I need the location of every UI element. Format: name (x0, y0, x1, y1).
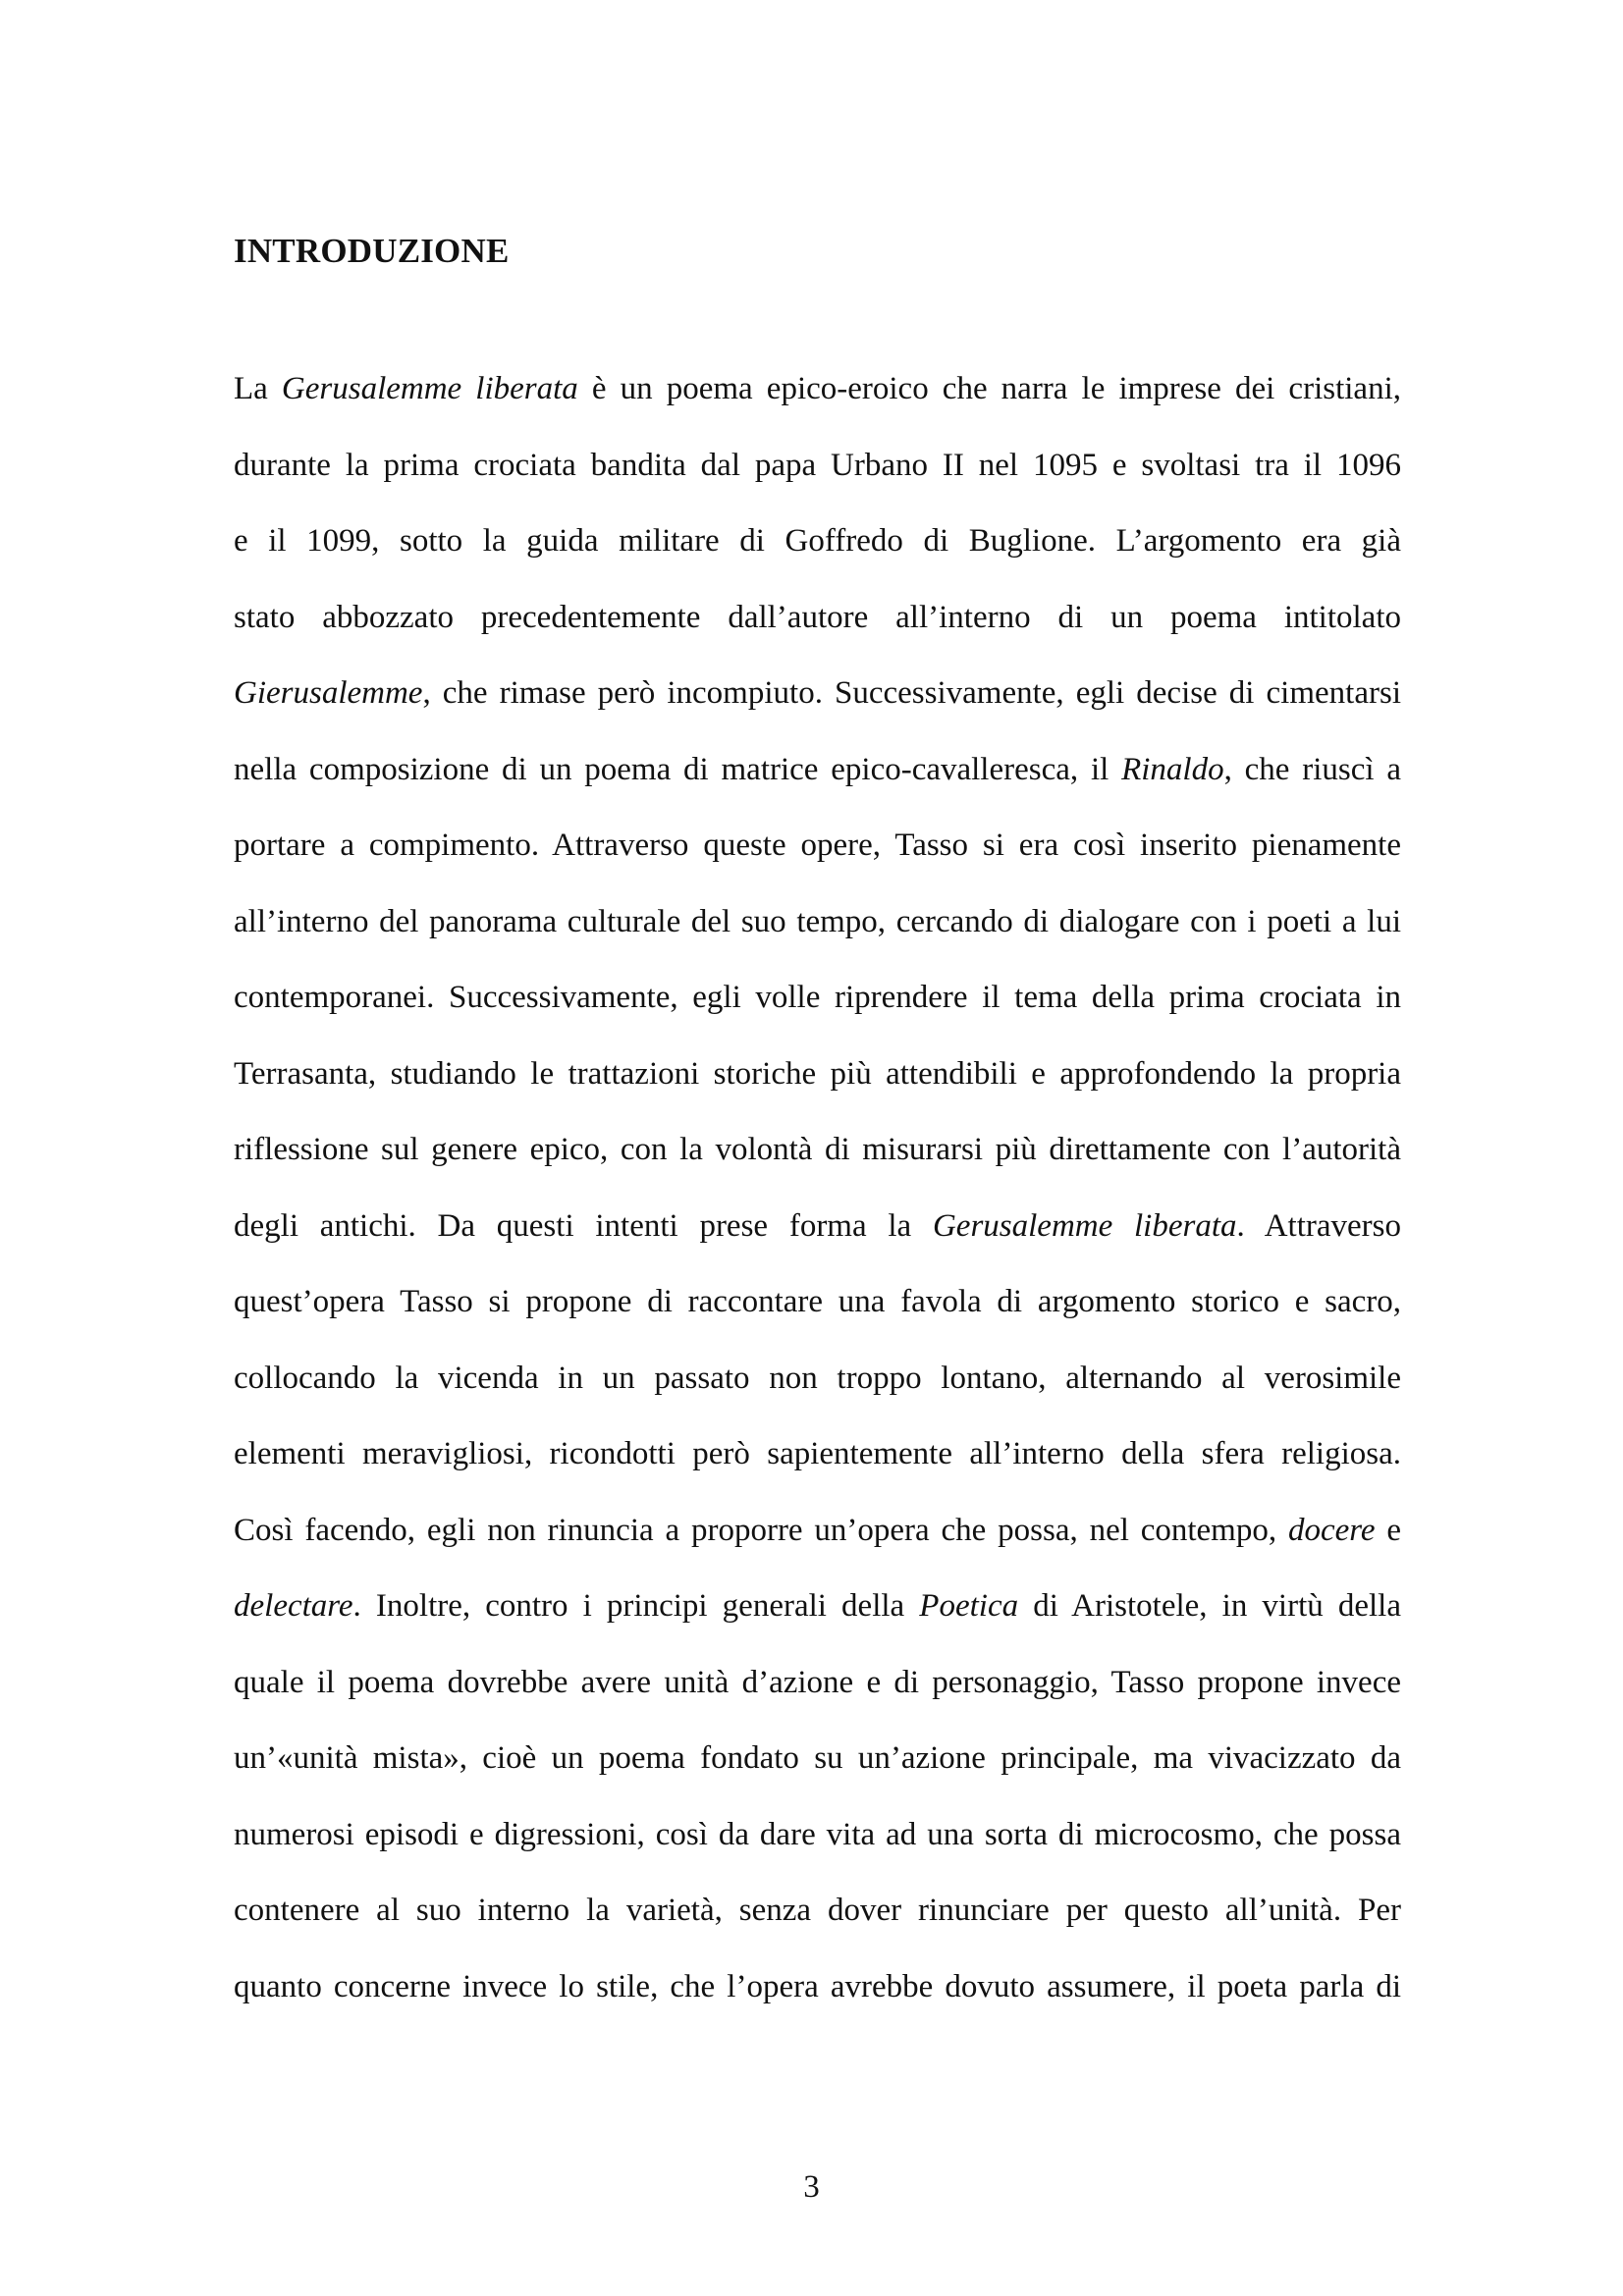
text-line (234, 960, 1401, 1037)
text-run: stato abbozzato precedentemente dall’autore all’interno di un poema intitolato (234, 599, 1401, 635)
text-run: . Attraverso (1236, 1207, 1401, 1244)
page-number: 3 (803, 2169, 820, 2205)
text-run: quanto concerne invece lo stile, che l’opera avrebbe dovuto assumere, il poeta parla di (234, 1968, 1401, 2004)
text-line (234, 808, 1401, 884)
text-run: riflessione sul genere epico, con la volontà di misurarsi più direttamente con l’autorità (234, 1132, 1401, 1167)
italic-title: delectare (234, 1588, 353, 1624)
text-run: quale il poema dovrebbe avere unità d’azione e di personaggio, Tasso propone invece (234, 1664, 1401, 1700)
text-run: e il 1099, sotto la guida militare di Goffredo di Buglione. L’argomento era già (234, 523, 1401, 559)
italic-title: Gerusalemme liberata (281, 371, 578, 406)
text-line (234, 884, 1401, 961)
text-line (234, 1569, 1401, 1645)
text-run: . Inoltre, contro i principi generali della (352, 1588, 920, 1624)
text-line (234, 1037, 1401, 1113)
text-run: quest’opera Tasso si propone di raccontare una favola di argomento storico e sacro, (234, 1284, 1401, 1319)
text-run: , che rimase però incompiuto. Successivamente, egli decise di cimentarsi (422, 675, 1401, 711)
text-line (234, 1189, 1401, 1265)
text-run: all’interno del panorama culturale del suo tempo, cercando di dialogare con i poeti a lui (234, 903, 1401, 939)
text-line (234, 1949, 1401, 2026)
italic-title: docere (1287, 1512, 1376, 1548)
text-run: degli antichi. Da questi intenti prese forma la (234, 1207, 933, 1244)
text-line (234, 1721, 1401, 1797)
italic-title: Gerusalemme liberata (932, 1207, 1237, 1244)
text-run: La (234, 371, 282, 406)
text-line (234, 1112, 1401, 1189)
italic-title: Poetica (919, 1588, 1019, 1624)
text-run: collocando la vicenda in un passato non troppo lontano, alternando al verosimile (234, 1360, 1401, 1396)
text-run: , che riuscì a (1223, 751, 1401, 787)
text-line (234, 504, 1401, 580)
text-line (234, 1873, 1401, 1949)
text-run: Così facendo, egli non rinuncia a proporre un’opera che possa, nel contempo, (234, 1512, 1288, 1548)
text-run: e (1375, 1512, 1401, 1548)
text-line (234, 1645, 1401, 1722)
text-line (234, 1493, 1401, 1570)
text-run: contemporanei. Successivamente, egli volle riprendere il tema della prima crociata in (234, 980, 1401, 1015)
text-line (234, 1416, 1401, 1493)
text-run: elementi meravigliosi, ricondotti però sapientemente all’interno della sfera religiosa. (234, 1436, 1401, 1471)
text-line (234, 351, 1401, 428)
text-line (234, 428, 1401, 505)
text-run: contenere al suo interno la varietà, senza dover rinunciare per questo all’unità. Per (234, 1893, 1401, 1928)
text-run: di Aristotele, in virtù della (1018, 1588, 1401, 1624)
text-run: numerosi episodi e digressioni, così da dare vita ad una sorta di microcosmo, che possa (234, 1816, 1401, 1852)
text-line (234, 732, 1401, 809)
italic-title: Rinaldo (1121, 751, 1224, 787)
body-paragraph (234, 351, 1401, 2025)
text-run: durante la prima crociata bandita dal papa Urbano II nel 1095 e svoltasi tra il 1096 (234, 447, 1401, 483)
text-run: nella composizione di un poema di matrice epico-cavalleresca, il (234, 751, 1122, 787)
text-line (234, 1797, 1401, 1874)
italic-title: Gierusalemme (234, 675, 423, 711)
text-run: un’«unità mista», cioè un poema fondato su un’azione principale, ma vivacizzato da (234, 1740, 1401, 1776)
text-run: è un poema epico-eroico che narra le imprese dei cristiani, (577, 371, 1401, 406)
text-line (234, 656, 1401, 732)
section-heading: INTRODUZIONE (234, 232, 510, 270)
text-line (234, 1341, 1401, 1417)
text-line (234, 1264, 1401, 1341)
text-run: Terrasanta, studiando le trattazioni storiche più attendibili e approfondendo la propria (234, 1055, 1401, 1092)
text-run: portare a compimento. Attraverso queste opere, Tasso si era così inserito pienamente (234, 828, 1401, 863)
text-line (234, 580, 1401, 657)
